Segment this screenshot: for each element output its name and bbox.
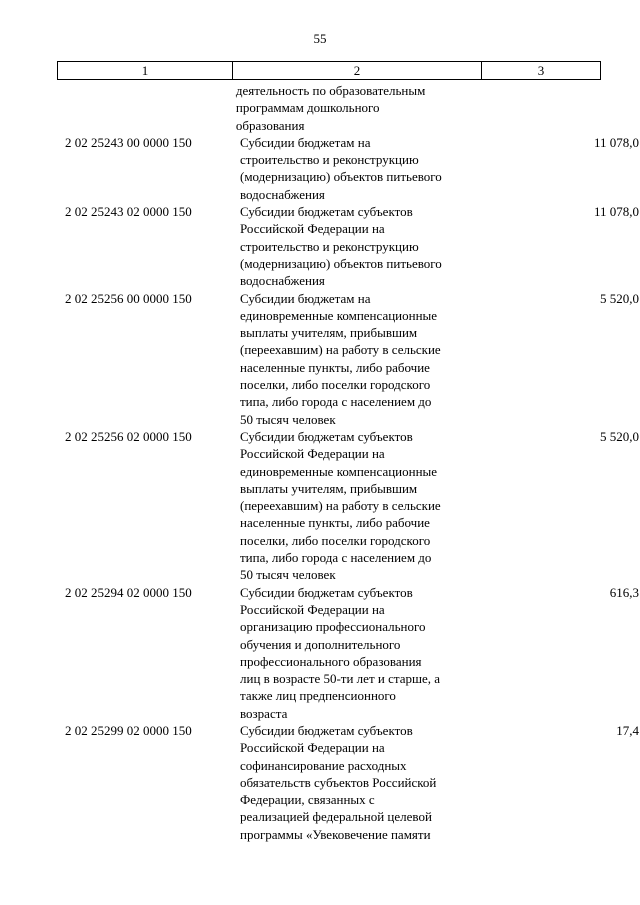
row-amount (468, 82, 640, 134)
row-amount: 11 078,0 (593, 134, 639, 150)
table-row (0, 203, 640, 289)
description-line: профессионального образования (240, 653, 422, 669)
description-line: выплаты учителям, прибывшим (240, 480, 418, 496)
row-description (233, 722, 470, 843)
row-amount: 5 520,0 (600, 290, 639, 306)
header-col-1: 1 (58, 62, 233, 79)
description-line: Российской Федерации на (240, 740, 385, 756)
description-line: программам дошкольного (235, 100, 380, 116)
description-line: деятельность по образовательным (235, 83, 426, 98)
description-line: типа, либо города с населением до (240, 394, 432, 410)
description-line: (переехавшим) на работу в сельские (240, 342, 441, 358)
table-header (57, 61, 601, 80)
description-line: строительство и реконструкцию (240, 238, 419, 254)
description-line: организацию профессионального (240, 619, 426, 635)
description-line: Субсидии бюджетам на (240, 290, 371, 306)
description-line: Субсидии бюджетам субъектов (240, 204, 413, 220)
description-line: населенные пункты, либо рабочие (240, 359, 430, 375)
description-line: поселки, либо поселки городского (240, 532, 431, 548)
description-line: Российской Федерации на (240, 601, 385, 617)
row-description (229, 82, 468, 134)
description-line: Российской Федерации на (240, 221, 385, 237)
table-body (0, 82, 640, 843)
description-line: единовременные компенсационные (240, 463, 438, 479)
table-row (0, 722, 640, 843)
description-line: Федерации, связанных с (240, 792, 375, 808)
row-description (233, 428, 470, 584)
description-line: также лиц предпенсионного (240, 688, 396, 704)
table-row (0, 290, 640, 428)
description-line: водоснабжения (240, 186, 325, 202)
description-line: Субсидии бюджетам на (240, 134, 371, 150)
description-line: возраста (240, 705, 288, 721)
description-line: населенные пункты, либо рабочие (240, 515, 430, 531)
description-line: программы «Увековечение памяти (240, 826, 431, 842)
description-line: Субсидии бюджетам субъектов (240, 584, 413, 600)
row-amount: 5 520,0 (600, 428, 639, 444)
row-amount: 616,3 (609, 584, 639, 600)
description-line: (переехавшим) на работу в сельские (240, 498, 441, 514)
row-description (233, 203, 470, 289)
header-col-3: 3 (537, 62, 545, 78)
description-line: (модернизацию) объектов питьевого (240, 255, 442, 271)
description-line: 50 тысяч человек (240, 567, 336, 583)
row-code (0, 82, 170, 134)
description-line: обучения и дополнительного (240, 636, 401, 652)
row-amount: 17,4 (616, 722, 639, 738)
description-line: образования (235, 117, 305, 133)
table-row (0, 584, 640, 722)
row-code: 2 02 25256 02 0000 150 (65, 428, 192, 444)
description-line: поселки, либо поселки городского (240, 377, 431, 393)
row-code: 2 02 25243 02 0000 150 (65, 204, 192, 220)
continuation-row (0, 82, 640, 134)
row-description (233, 584, 470, 722)
row-description (233, 290, 470, 428)
description-line: Субсидии бюджетам субъектов (240, 428, 413, 444)
page-number: 55 (313, 31, 327, 46)
description-line: 50 тысяч человек (240, 411, 336, 427)
row-code: 2 02 25299 02 0000 150 (65, 722, 192, 738)
header-col-2: 2 (233, 62, 482, 79)
row-description (233, 134, 470, 203)
row-code: 2 02 25243 00 0000 150 (65, 134, 192, 150)
description-line: реализацией федеральной целевой (240, 809, 432, 825)
description-line: (модернизацию) объектов питьевого (240, 169, 442, 185)
description-line: Субсидии бюджетам субъектов (240, 722, 413, 738)
description-line: типа, либо города с населением до (240, 550, 432, 566)
description-line: лиц в возрасте 50-ти лет и старше, а (240, 671, 441, 687)
row-code: 2 02 25256 00 0000 150 (65, 290, 192, 306)
table-row (0, 134, 640, 203)
description-line: Российской Федерации на (240, 446, 385, 462)
description-line: водоснабжения (240, 273, 325, 289)
description-line: единовременные компенсационные (240, 307, 438, 323)
description-line: софинансирование расходных (240, 757, 407, 773)
description-line: обязательств субъектов Российской (240, 774, 437, 790)
row-code: 2 02 25294 02 0000 150 (65, 584, 192, 600)
description-line: выплаты учителям, прибывшим (240, 325, 418, 341)
row-amount: 11 078,0 (593, 204, 639, 220)
description-line: строительство и реконструкцию (240, 152, 419, 168)
table-row (0, 428, 640, 584)
